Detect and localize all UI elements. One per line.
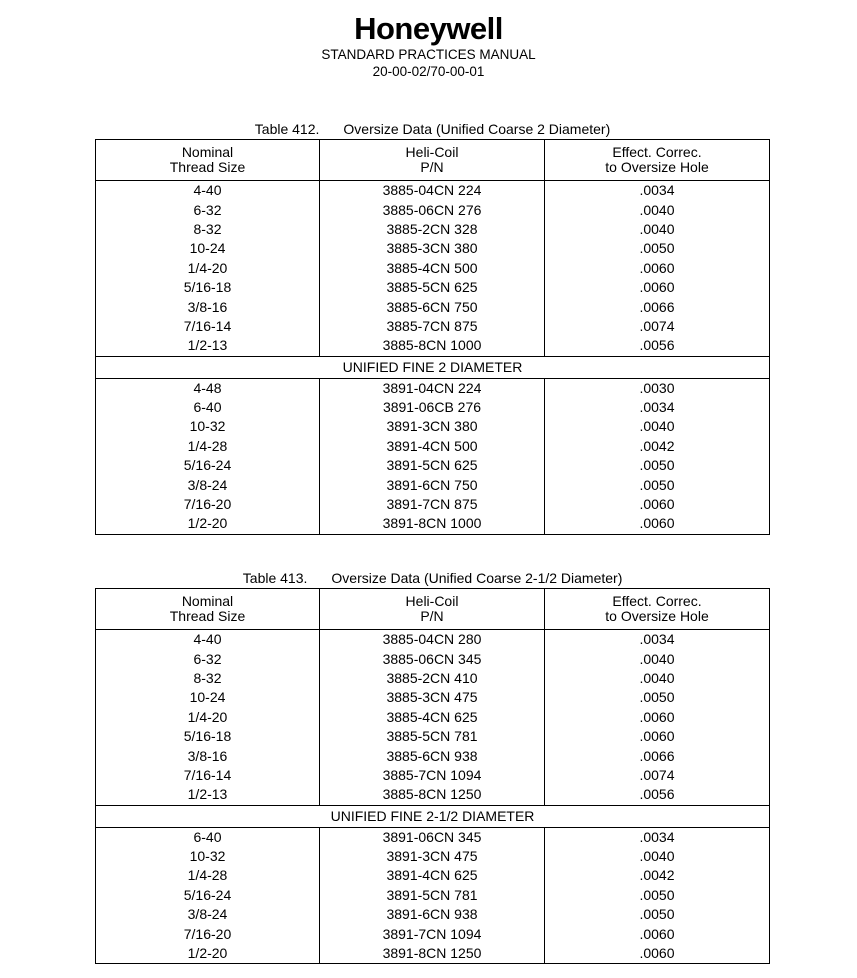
header-line: Nominal [181, 143, 234, 160]
thread-size-cell: 3/8-16 [96, 746, 320, 765]
table-row [96, 944, 770, 964]
thread-size-cell: 5/16-24 [96, 456, 320, 475]
thread-size-cell: 1/4-28 [96, 866, 320, 885]
thread-size-cell: 4-40 [96, 630, 320, 650]
correction-cell: .0050 [545, 456, 770, 475]
part-number-cell: 3885-2CN 328 [320, 220, 545, 239]
correction-cell: .0060 [545, 727, 770, 746]
table-row [96, 278, 770, 297]
correction-cell: .0040 [545, 417, 770, 436]
correction-cell: .0030 [545, 378, 770, 398]
correction-cell: .0040 [545, 669, 770, 688]
table-row [96, 708, 770, 727]
thread-size-cell: 4-48 [96, 378, 320, 398]
header-line: Heli-Coil [405, 592, 459, 609]
column-header-correction [545, 140, 770, 181]
table-row [96, 297, 770, 316]
correction-cell: .0034 [545, 827, 770, 847]
header-line: Effect. Correc. [612, 592, 702, 609]
table-row [96, 827, 770, 847]
column-header-part-number [320, 589, 545, 630]
header-line: Thread Size [169, 159, 246, 175]
part-number-cell: 3891-04CN 224 [320, 378, 545, 398]
document-number: 20-00-02/70-00-01 [372, 64, 485, 79]
table-header-row [96, 589, 770, 630]
part-number-cell: 3885-7CN 875 [320, 317, 545, 336]
correction-cell: .0074 [545, 766, 770, 785]
table-row [96, 924, 770, 943]
thread-size-cell: 4-40 [96, 181, 320, 201]
part-number-cell: 3885-04CN 280 [320, 630, 545, 650]
table-row [96, 200, 770, 219]
part-number-cell: 3891-7CN 875 [320, 495, 545, 514]
part-number-cell: 3885-06CN 276 [320, 200, 545, 219]
table-413-caption [235, 554, 622, 586]
part-number-cell: 3885-4CN 625 [320, 708, 545, 727]
correction-cell: .0060 [545, 514, 770, 534]
thread-size-cell: 8-32 [96, 220, 320, 239]
part-number-cell: 3885-6CN 750 [320, 297, 545, 316]
correction-cell: .0034 [545, 398, 770, 417]
column-header-thread-size [96, 589, 320, 630]
thread-size-cell: 10-24 [96, 688, 320, 707]
thread-size-cell: 1/4-28 [96, 437, 320, 456]
table-row [96, 417, 770, 436]
thread-size-cell: 6-40 [96, 827, 320, 847]
correction-cell: .0034 [545, 630, 770, 650]
part-number-cell: 3891-8CN 1000 [320, 514, 545, 534]
thread-size-cell: 7/16-14 [96, 317, 320, 336]
header-line: P/N [420, 608, 444, 624]
correction-cell: .0040 [545, 847, 770, 866]
section-label: UNIFIED FINE 2-1/2 DIAMETER [96, 805, 770, 827]
table-row [96, 495, 770, 514]
thread-size-cell: 1/2-20 [96, 514, 320, 534]
section-row [96, 356, 770, 378]
part-number-cell: 3891-5CN 625 [320, 456, 545, 475]
table-row [96, 727, 770, 746]
coarse-rows [96, 181, 770, 357]
part-number-cell: 3885-5CN 625 [320, 278, 545, 297]
part-number-cell: 3891-06CN 345 [320, 827, 545, 847]
correction-cell: .0060 [545, 708, 770, 727]
oversize-table-413 [95, 588, 770, 964]
table-row [96, 785, 770, 805]
correction-cell: .0060 [545, 259, 770, 278]
header-line: Effect. Correc. [612, 143, 702, 160]
coarse-rows [96, 630, 770, 806]
correction-cell: .0066 [545, 297, 770, 316]
correction-cell: .0050 [545, 475, 770, 494]
part-number-cell: 3885-06CN 345 [320, 649, 545, 668]
table-title: Oversize Data (Unified Coarse 2-1/2 Diameter) [331, 570, 623, 586]
header-line: Nominal [181, 592, 234, 609]
part-number-cell: 3891-5CN 781 [320, 886, 545, 905]
table-row [96, 630, 770, 650]
correction-cell: .0040 [545, 220, 770, 239]
honeywell-logo: Honeywell [354, 11, 503, 46]
thread-size-cell: 1/2-13 [96, 336, 320, 356]
correction-cell: .0042 [545, 437, 770, 456]
correction-cell: .0074 [545, 317, 770, 336]
correction-cell: .0050 [545, 688, 770, 707]
section-label: UNIFIED FINE 2 DIAMETER [96, 356, 770, 378]
part-number-cell: 3885-04CN 224 [320, 181, 545, 201]
part-number-cell: 3891-3CN 380 [320, 417, 545, 436]
part-number-cell: 3885-3CN 380 [320, 239, 545, 258]
thread-size-cell: 8-32 [96, 669, 320, 688]
table-row [96, 378, 770, 398]
table-number: Table 412. [254, 121, 320, 137]
table-row [96, 456, 770, 475]
correction-cell: .0066 [545, 746, 770, 765]
thread-size-cell: 5/16-18 [96, 278, 320, 297]
table-412-caption [247, 105, 610, 137]
table-row [96, 317, 770, 336]
table-row [96, 259, 770, 278]
section-divider [96, 356, 770, 378]
thread-size-cell: 7/16-14 [96, 766, 320, 785]
table-row [96, 220, 770, 239]
manual-title: STANDARD PRACTICES MANUAL [321, 47, 536, 62]
correction-cell: .0060 [545, 278, 770, 297]
column-header-thread-size [96, 140, 320, 181]
table-row [96, 866, 770, 885]
correction-cell: .0040 [545, 649, 770, 668]
table-row [96, 239, 770, 258]
header-line: to Oversize Hole [605, 608, 709, 624]
thread-size-cell: 1/4-20 [96, 259, 320, 278]
correction-cell: .0050 [545, 905, 770, 924]
correction-cell: .0050 [545, 886, 770, 905]
correction-cell: .0060 [545, 495, 770, 514]
thread-size-cell: 6-32 [96, 649, 320, 668]
part-number-cell: 3885-6CN 938 [320, 746, 545, 765]
column-header-correction [545, 589, 770, 630]
thread-size-cell: 10-32 [96, 417, 320, 436]
thread-size-cell: 3/8-24 [96, 905, 320, 924]
part-number-cell: 3891-4CN 500 [320, 437, 545, 456]
table-row [96, 746, 770, 765]
part-number-cell: 3891-06CB 276 [320, 398, 545, 417]
table-title: Oversize Data (Unified Coarse 2 Diameter) [343, 121, 611, 137]
thread-size-cell: 1/2-20 [96, 944, 320, 964]
thread-size-cell: 7/16-20 [96, 495, 320, 514]
header-line: Heli-Coil [405, 143, 459, 160]
correction-cell: .0060 [545, 924, 770, 943]
section-divider [96, 805, 770, 827]
thread-size-cell: 6-32 [96, 200, 320, 219]
table-row [96, 514, 770, 534]
fine-rows [96, 827, 770, 964]
part-number-cell: 3885-3CN 475 [320, 688, 545, 707]
part-number-cell: 3885-4CN 500 [320, 259, 545, 278]
fine-rows [96, 378, 770, 534]
oversize-table-412 [95, 139, 770, 535]
table-row [96, 688, 770, 707]
correction-cell: .0040 [545, 200, 770, 219]
thread-size-cell: 1/2-13 [96, 785, 320, 805]
section-row [96, 805, 770, 827]
table-row [96, 475, 770, 494]
correction-cell: .0060 [545, 944, 770, 964]
part-number-cell: 3885-8CN 1000 [320, 336, 545, 356]
part-number-cell: 3891-6CN 750 [320, 475, 545, 494]
thread-size-cell: 6-40 [96, 398, 320, 417]
part-number-cell: 3891-3CN 475 [320, 847, 545, 866]
part-number-cell: 3885-2CN 410 [320, 669, 545, 688]
correction-cell: .0050 [545, 239, 770, 258]
table-row [96, 437, 770, 456]
header-line: P/N [420, 159, 444, 175]
thread-size-cell: 10-24 [96, 239, 320, 258]
part-number-cell: 3891-6CN 938 [320, 905, 545, 924]
table-row [96, 905, 770, 924]
correction-cell: .0034 [545, 181, 770, 201]
thread-size-cell: 1/4-20 [96, 708, 320, 727]
column-header-part-number [320, 140, 545, 181]
table-row [96, 398, 770, 417]
correction-cell: .0042 [545, 866, 770, 885]
table-row [96, 669, 770, 688]
part-number-cell: 3885-8CN 1250 [320, 785, 545, 805]
table-row [96, 886, 770, 905]
table-row [96, 336, 770, 356]
table-header-row [96, 140, 770, 181]
thread-size-cell: 3/8-16 [96, 297, 320, 316]
thread-size-cell: 3/8-24 [96, 475, 320, 494]
thread-size-cell: 7/16-20 [96, 924, 320, 943]
table-row [96, 181, 770, 201]
table-row [96, 847, 770, 866]
part-number-cell: 3891-8CN 1250 [320, 944, 545, 964]
correction-cell: .0056 [545, 785, 770, 805]
header-line: Thread Size [169, 608, 246, 624]
table-row [96, 649, 770, 668]
part-number-cell: 3891-4CN 625 [320, 866, 545, 885]
header-line: to Oversize Hole [605, 159, 709, 175]
table-row [96, 766, 770, 785]
correction-cell: .0056 [545, 336, 770, 356]
part-number-cell: 3885-7CN 1094 [320, 766, 545, 785]
thread-size-cell: 10-32 [96, 847, 320, 866]
thread-size-cell: 5/16-18 [96, 727, 320, 746]
table-number: Table 413. [242, 570, 308, 586]
thread-size-cell: 5/16-24 [96, 886, 320, 905]
part-number-cell: 3885-5CN 781 [320, 727, 545, 746]
part-number-cell: 3891-7CN 1094 [320, 924, 545, 943]
